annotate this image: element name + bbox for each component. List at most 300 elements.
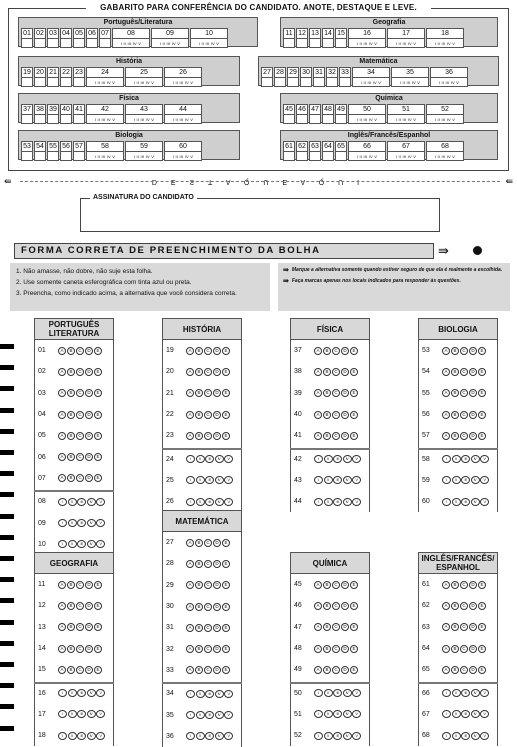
bubble-b[interactable]: B [451,602,459,610]
bubble-iv[interactable]: IV [215,711,224,719]
bubble-c[interactable]: C [76,666,84,674]
answer-space[interactable] [74,77,84,86]
answer-cell[interactable] [335,104,347,124]
roman-answer-cell[interactable] [391,67,429,87]
bubble-e[interactable]: E [222,389,230,397]
bubble-v[interactable]: V [96,519,105,527]
bubble-v[interactable]: V [224,498,233,506]
bubble-iv[interactable]: IV [471,476,480,484]
bubble-v[interactable]: V [480,498,489,506]
bubble-d[interactable]: D [469,411,477,419]
bubble-ii[interactable]: II [68,732,77,740]
bubble-a[interactable]: A [58,666,66,674]
bubble-i[interactable]: I [442,498,451,506]
roman-answer-cell[interactable] [164,104,202,124]
answer-cell[interactable] [300,67,312,87]
bubble-d[interactable]: D [213,347,221,355]
bubble-iv[interactable]: IV [215,455,224,463]
bubble-e[interactable]: E [478,645,486,653]
bubble-b[interactable]: B [451,666,459,674]
bubble-c[interactable]: C [332,411,340,419]
bubble-i[interactable]: I [186,732,195,740]
answer-cell[interactable] [34,28,46,48]
answer-space[interactable] [35,38,45,47]
bubble-v[interactable]: V [96,540,105,548]
bubble-d[interactable]: D [85,623,93,631]
answer-space[interactable] [297,38,307,47]
bubble-c[interactable]: C [332,645,340,653]
bubble-ii[interactable]: II [196,476,205,484]
bubble-c[interactable]: C [332,432,340,440]
answer-cell[interactable] [21,141,33,161]
bubble-d[interactable]: D [213,666,221,674]
roman-answer-cell[interactable] [387,28,425,48]
bubble-a[interactable]: A [58,602,66,610]
bubble-iv[interactable]: IV [343,498,352,506]
bubble-iv[interactable]: IV [343,732,352,740]
bubble-a[interactable]: A [442,411,450,419]
bubble-b[interactable]: B [323,411,331,419]
answer-space[interactable] [48,114,58,123]
bubble-iv[interactable]: IV [87,732,96,740]
bubble-e[interactable]: E [94,411,102,419]
bubble-b[interactable]: B [67,453,75,461]
answer-cell[interactable] [21,28,33,48]
answer-space[interactable] [61,114,71,123]
bubble-a[interactable]: A [58,623,66,631]
roman-answer-cell[interactable] [430,67,468,87]
bubble-e[interactable]: E [222,666,230,674]
answer-space[interactable] [297,151,307,160]
roman-answer-cell[interactable] [151,28,189,48]
bubble-c[interactable]: C [204,368,212,376]
bubble-c[interactable]: C [332,666,340,674]
answer-space[interactable] [310,114,320,123]
bubble-a[interactable]: A [314,623,322,631]
bubble-d[interactable]: D [213,432,221,440]
bubble-iii[interactable]: III [333,689,342,697]
bubble-v[interactable]: V [352,732,361,740]
bubble-a[interactable]: A [186,624,194,632]
answer-space[interactable] [262,77,272,86]
bubble-b[interactable]: B [451,645,459,653]
bubble-e[interactable]: E [222,603,230,611]
bubble-ii[interactable]: II [68,498,77,506]
bubble-a[interactable]: A [58,347,66,355]
bubble-d[interactable]: D [469,666,477,674]
bubble-v[interactable]: V [480,689,489,697]
bubble-e[interactable]: E [94,602,102,610]
answer-cell[interactable] [86,28,98,48]
roman-answer-cell[interactable] [125,67,163,87]
bubble-iii[interactable]: III [77,540,86,548]
bubble-i[interactable]: I [186,690,195,698]
bubble-a[interactable]: A [442,581,450,589]
bubble-b[interactable]: B [323,347,331,355]
bubble-a[interactable]: A [314,411,322,419]
bubble-c[interactable]: C [460,411,468,419]
bubble-b[interactable]: B [451,432,459,440]
bubble-d[interactable]: D [85,645,93,653]
bubble-ii[interactable]: II [68,689,77,697]
answer-space[interactable] [336,151,346,160]
bubble-iv[interactable]: IV [471,732,480,740]
bubble-c[interactable]: C [204,389,212,397]
bubble-ii[interactable]: II [452,732,461,740]
bubble-a[interactable]: A [186,581,194,589]
answer-space[interactable] [323,38,333,47]
bubble-b[interactable]: B [323,368,331,376]
bubble-a[interactable]: A [442,389,450,397]
bubble-a[interactable]: A [58,581,66,589]
bubble-iii[interactable]: III [205,455,214,463]
bubble-b[interactable]: B [451,347,459,355]
bubble-i[interactable]: I [186,711,195,719]
bubble-b[interactable]: B [67,411,75,419]
answer-cell[interactable] [335,28,347,48]
bubble-d[interactable]: D [85,432,93,440]
answer-space[interactable] [288,77,298,86]
answer-space[interactable] [284,151,294,160]
bubble-i[interactable]: I [314,476,323,484]
bubble-e[interactable]: E [478,581,486,589]
bubble-ii[interactable]: II [196,732,205,740]
roman-answer-cell[interactable] [190,28,228,48]
bubble-a[interactable]: A [186,347,194,355]
bubble-v[interactable]: V [352,710,361,718]
answer-cell[interactable] [34,104,46,124]
bubble-b[interactable]: B [323,581,331,589]
bubble-a[interactable]: A [442,432,450,440]
bubble-e[interactable]: E [94,666,102,674]
signature-box[interactable] [80,198,440,232]
bubble-b[interactable]: B [195,645,203,653]
bubble-v[interactable]: V [480,476,489,484]
bubble-d[interactable]: D [213,603,221,611]
bubble-c[interactable]: C [332,581,340,589]
bubble-d[interactable]: D [85,581,93,589]
roman-answer-cell[interactable] [426,28,464,48]
bubble-i[interactable]: I [58,498,67,506]
answer-cell[interactable] [47,104,59,124]
bubble-c[interactable]: C [204,347,212,355]
bubble-c[interactable]: C [460,623,468,631]
answer-cell[interactable] [34,141,46,161]
bubble-d[interactable]: D [213,624,221,632]
bubble-a[interactable]: A [58,411,66,419]
bubble-b[interactable]: B [195,560,203,568]
bubble-ii[interactable]: II [324,498,333,506]
bubble-a[interactable]: A [58,368,66,376]
bubble-b[interactable]: B [195,411,203,419]
bubble-c[interactable]: C [460,389,468,397]
bubble-iv[interactable]: IV [215,732,224,740]
bubble-e[interactable]: E [94,474,102,482]
roman-answer-cell[interactable] [387,104,425,124]
bubble-b[interactable]: B [323,645,331,653]
bubble-iii[interactable]: III [205,476,214,484]
bubble-b[interactable]: B [323,432,331,440]
answer-cell[interactable] [60,104,72,124]
answer-space[interactable] [327,77,337,86]
bubble-e[interactable]: E [94,432,102,440]
bubble-a[interactable]: A [186,560,194,568]
answer-space[interactable] [22,114,32,123]
answer-space[interactable] [284,38,294,47]
bubble-b[interactable]: B [451,581,459,589]
bubble-c[interactable]: C [76,432,84,440]
bubble-ii[interactable]: II [68,540,77,548]
bubble-v[interactable]: V [352,689,361,697]
bubble-e[interactable]: E [222,411,230,419]
bubble-c[interactable]: C [76,581,84,589]
bubble-b[interactable]: B [195,581,203,589]
bubble-c[interactable]: C [204,581,212,589]
answer-cell[interactable] [296,28,308,48]
answer-cell[interactable] [47,141,59,161]
bubble-iii[interactable]: III [333,498,342,506]
bubble-c[interactable]: C [460,602,468,610]
bubble-iii[interactable]: III [77,519,86,527]
bubble-b[interactable]: B [451,411,459,419]
bubble-iv[interactable]: IV [215,498,224,506]
roman-answer-cell[interactable] [86,67,124,87]
bubble-iv[interactable]: IV [87,519,96,527]
bubble-v[interactable]: V [480,455,489,463]
bubble-b[interactable]: B [67,474,75,482]
bubble-v[interactable]: V [96,710,105,718]
bubble-b[interactable]: B [67,347,75,355]
bubble-a[interactable]: A [186,368,194,376]
bubble-d[interactable]: D [341,581,349,589]
bubble-i[interactable]: I [58,519,67,527]
bubble-iii[interactable]: III [461,455,470,463]
bubble-iv[interactable]: IV [471,710,480,718]
answer-cell[interactable] [283,28,295,48]
bubble-e[interactable]: E [478,432,486,440]
bubble-c[interactable]: C [204,645,212,653]
answer-space[interactable] [336,114,346,123]
answer-space[interactable] [35,77,45,86]
answer-cell[interactable] [21,104,33,124]
answer-space[interactable] [48,151,58,160]
bubble-e[interactable]: E [478,623,486,631]
bubble-e[interactable]: E [222,560,230,568]
bubble-ii[interactable]: II [196,690,205,698]
bubble-a[interactable]: A [314,389,322,397]
bubble-e[interactable]: E [222,624,230,632]
bubble-iii[interactable]: III [333,732,342,740]
bubble-c[interactable]: C [76,602,84,610]
bubble-b[interactable]: B [451,368,459,376]
bubble-i[interactable]: I [186,498,195,506]
bubble-a[interactable]: A [442,666,450,674]
bubble-a[interactable]: A [58,645,66,653]
roman-answer-cell[interactable] [164,67,202,87]
bubble-v[interactable]: V [96,498,105,506]
bubble-d[interactable]: D [85,411,93,419]
bubble-ii[interactable]: II [196,455,205,463]
bubble-i[interactable]: I [314,689,323,697]
bubble-d[interactable]: D [469,581,477,589]
bubble-d[interactable]: D [341,368,349,376]
bubble-a[interactable]: A [314,602,322,610]
bubble-iv[interactable]: IV [343,710,352,718]
roman-answer-cell[interactable] [86,104,124,124]
bubble-c[interactable]: C [204,432,212,440]
bubble-a[interactable]: A [186,603,194,611]
bubble-iv[interactable]: IV [87,540,96,548]
bubble-iii[interactable]: III [461,689,470,697]
bubble-e[interactable]: E [478,347,486,355]
bubble-v[interactable]: V [224,732,233,740]
bubble-d[interactable]: D [85,453,93,461]
bubble-d[interactable]: D [213,389,221,397]
bubble-e[interactable]: E [94,389,102,397]
bubble-e[interactable]: E [222,539,230,547]
bubble-a[interactable]: A [314,347,322,355]
bubble-d[interactable]: D [469,432,477,440]
bubble-b[interactable]: B [195,432,203,440]
bubble-c[interactable]: C [204,411,212,419]
answer-cell[interactable] [296,141,308,161]
answer-space[interactable] [336,38,346,47]
bubble-b[interactable]: B [323,602,331,610]
bubble-i[interactable]: I [442,689,451,697]
bubble-a[interactable]: A [186,389,194,397]
bubble-d[interactable]: D [469,347,477,355]
bubble-e[interactable]: E [94,347,102,355]
answer-space[interactable] [22,38,32,47]
bubble-d[interactable]: D [341,347,349,355]
answer-cell[interactable] [309,141,321,161]
bubble-i[interactable]: I [442,732,451,740]
bubble-v[interactable]: V [224,690,233,698]
answer-space[interactable] [340,77,350,86]
answer-cell[interactable] [261,67,273,87]
bubble-e[interactable]: E [94,581,102,589]
answer-space[interactable] [74,114,84,123]
bubble-b[interactable]: B [67,623,75,631]
bubble-e[interactable]: E [222,368,230,376]
bubble-a[interactable]: A [442,347,450,355]
roman-answer-cell[interactable] [164,141,202,161]
bubble-d[interactable]: D [469,602,477,610]
bubble-d[interactable]: D [341,389,349,397]
bubble-a[interactable]: A [186,411,194,419]
bubble-ii[interactable]: II [68,710,77,718]
bubble-iii[interactable]: III [205,690,214,698]
bubble-d[interactable]: D [341,432,349,440]
answer-space[interactable] [297,114,307,123]
bubble-i[interactable]: I [58,710,67,718]
answer-space[interactable] [310,151,320,160]
bubble-a[interactable]: A [186,539,194,547]
bubble-i[interactable]: I [314,710,323,718]
bubble-i[interactable]: I [58,540,67,548]
bubble-ii[interactable]: II [452,455,461,463]
bubble-d[interactable]: D [213,581,221,589]
bubble-c[interactable]: C [332,347,340,355]
bubble-b[interactable]: B [195,347,203,355]
bubble-d[interactable]: D [469,389,477,397]
answer-cell[interactable] [73,104,85,124]
answer-space[interactable] [22,151,32,160]
bubble-e[interactable]: E [350,645,358,653]
bubble-d[interactable]: D [85,602,93,610]
bubble-ii[interactable]: II [452,710,461,718]
bubble-ii[interactable]: II [324,455,333,463]
roman-answer-cell[interactable] [426,141,464,161]
bubble-c[interactable]: C [460,666,468,674]
answer-cell[interactable] [73,141,85,161]
bubble-iv[interactable]: IV [343,455,352,463]
bubble-i[interactable]: I [186,476,195,484]
bubble-a[interactable]: A [442,602,450,610]
bubble-c[interactable]: C [332,389,340,397]
bubble-e[interactable]: E [350,623,358,631]
bubble-v[interactable]: V [224,455,233,463]
bubble-a[interactable]: A [58,389,66,397]
answer-cell[interactable] [322,104,334,124]
bubble-a[interactable]: A [314,368,322,376]
bubble-d[interactable]: D [213,411,221,419]
bubble-b[interactable]: B [67,645,75,653]
bubble-d[interactable]: D [85,368,93,376]
answer-cell[interactable] [73,67,85,87]
bubble-b[interactable]: B [323,666,331,674]
bubble-d[interactable]: D [469,623,477,631]
bubble-d[interactable]: D [85,347,93,355]
bubble-e[interactable]: E [350,602,358,610]
bubble-d[interactable]: D [341,666,349,674]
bubble-c[interactable]: C [76,389,84,397]
answer-cell[interactable] [309,104,321,124]
bubble-c[interactable]: C [460,581,468,589]
bubble-c[interactable]: C [460,368,468,376]
bubble-iv[interactable]: IV [471,498,480,506]
answer-cell[interactable] [287,67,299,87]
bubble-e[interactable]: E [350,411,358,419]
bubble-c[interactable]: C [204,603,212,611]
bubble-d[interactable]: D [213,560,221,568]
bubble-b[interactable]: B [195,389,203,397]
bubble-a[interactable]: A [442,645,450,653]
bubble-e[interactable]: E [350,432,358,440]
bubble-v[interactable]: V [224,711,233,719]
bubble-v[interactable]: V [96,689,105,697]
bubble-iv[interactable]: IV [343,476,352,484]
bubble-d[interactable]: D [341,602,349,610]
bubble-c[interactable]: C [204,560,212,568]
bubble-b[interactable]: B [67,581,75,589]
bubble-c[interactable]: C [76,347,84,355]
bubble-iv[interactable]: IV [87,689,96,697]
bubble-iii[interactable]: III [205,711,214,719]
bubble-e[interactable]: E [94,623,102,631]
bubble-c[interactable]: C [76,645,84,653]
bubble-ii[interactable]: II [196,711,205,719]
bubble-a[interactable]: A [314,581,322,589]
bubble-a[interactable]: A [442,368,450,376]
bubble-c[interactable]: C [76,474,84,482]
bubble-e[interactable]: E [94,368,102,376]
bubble-d[interactable]: D [85,389,93,397]
bubble-b[interactable]: B [195,368,203,376]
answer-cell[interactable] [47,67,59,87]
roman-answer-cell[interactable] [348,28,386,48]
bubble-a[interactable]: A [442,623,450,631]
